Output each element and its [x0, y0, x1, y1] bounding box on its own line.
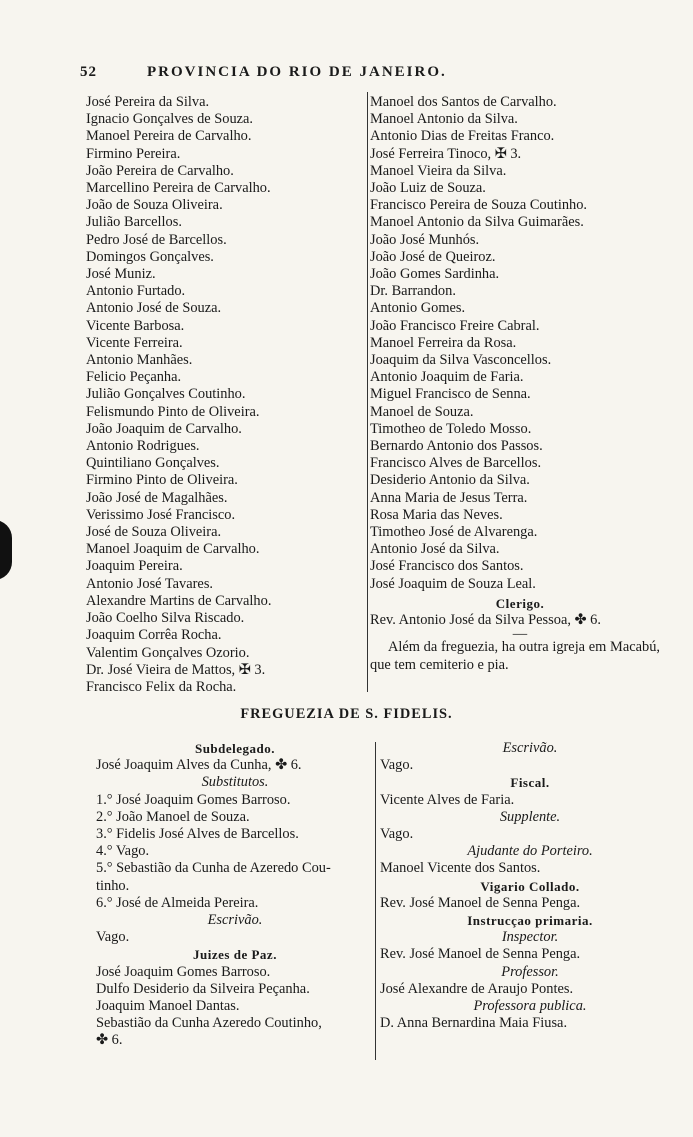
name-entry: Francisco Pereira de Souza Coutinho.: [370, 197, 588, 214]
name-entry: João José de Queiroz.: [370, 248, 496, 265]
name-entry: Manoel Vieira da Silva.: [370, 162, 507, 179]
fiscal-heading: Fiscal.: [510, 775, 550, 791]
clerigo-entry: Rev. Antonio José da Silva Pessoa, ✤ 6.: [370, 612, 601, 629]
escrivao-right: Vago.: [380, 757, 414, 774]
juiz-entry: José Joaquim Gomes Barroso.: [96, 963, 271, 980]
upper-right-column: [370, 94, 670, 674]
name-entry: Manoel Antonio da Silva Guimarães.: [370, 214, 584, 231]
instruccao-heading: Instrucçao primaria.: [467, 913, 593, 929]
name-entry: Anna Maria de Jesus Terra.: [370, 489, 528, 506]
name-entry: Rosa Maria das Neves.: [370, 506, 503, 523]
name-entry: João Coelho Silva Riscado.: [86, 610, 245, 627]
name-entry: Ignacio Gonçalves de Souza.: [86, 111, 254, 128]
substitutos-heading: Substitutos.: [201, 774, 269, 791]
name-entry: José Ferreira Tinoco, ✠ 3.: [370, 145, 522, 162]
clerigo-note: Além da freguezia, ha outra igreja em Macabú, que tem cemiterio e pia.: [370, 639, 660, 673]
name-entry: João Pereira de Carvalho.: [86, 162, 234, 179]
name-entry: Francisco Felix da Rocha.: [86, 678, 237, 695]
professora-heading: Professora publica.: [473, 998, 587, 1015]
name-entry: Timotheo de Toledo Mosso.: [370, 420, 532, 437]
clerigo-heading: Clerigo.: [495, 595, 545, 611]
name-entry: Dr. José Vieira de Mattos, ✠ 3.: [86, 661, 266, 678]
inspector-heading: Inspector.: [501, 929, 559, 946]
name-entry: Vicente Ferreira.: [86, 334, 183, 351]
name-entry: Felismundo Pinto de Oliveira.: [86, 403, 260, 420]
name-entry: Antonio Rodrigues.: [86, 438, 200, 455]
page-title: PROVINCIA DO RIO DE JANEIRO.: [147, 64, 447, 80]
name-entry: Quintiliano Gonçalves.: [86, 455, 220, 472]
juiz-entry: Sebastião da Cunha Azeredo Coutinho,: [96, 1015, 322, 1032]
name-entry: Desiderio Antonio da Silva.: [370, 472, 530, 489]
name-entry: Felicio Peçanha.: [86, 369, 182, 386]
name-entry: Antonio Furtado.: [86, 283, 186, 300]
name-entry: Antonio José Tavares.: [86, 575, 214, 592]
name-entry: Manoel Antonio da Silva.: [370, 111, 518, 128]
name-entry: Verissimo José Francisco.: [86, 506, 236, 523]
escrivao-heading-left: Escrivão.: [207, 912, 263, 929]
name-entry: José Francisco dos Santos.: [370, 558, 524, 575]
substituto-entry: 6.° José de Almeida Pereira.: [96, 894, 259, 911]
name-entry: Manoel de Souza.: [370, 403, 474, 420]
name-entry: Firmino Pinto de Oliveira.: [86, 472, 238, 489]
name-entry: José Muniz.: [86, 266, 156, 283]
name-entry: Alexandre Martins de Carvalho.: [86, 592, 272, 609]
name-entry: Antonio José de Souza.: [86, 300, 222, 317]
name-entry: Firmino Pereira.: [86, 145, 181, 162]
substituto-entry: 1.° José Joaquim Gomes Barroso.: [96, 791, 291, 808]
professor-heading: Professor.: [501, 963, 559, 980]
ajudante-heading: Ajudante do Porteiro.: [467, 843, 593, 860]
name-entry: Antonio Joaquim de Faria.: [370, 369, 524, 386]
substituto-entry: 2.° João Manoel de Souza.: [96, 808, 250, 825]
name-entry: Marcellino Pereira de Carvalho.: [86, 180, 271, 197]
ajudante-name: Manoel Vicente dos Santos.: [380, 860, 541, 877]
name-entry: Francisco Alves de Barcellos.: [370, 455, 542, 472]
name-entry: Manoel Ferreira da Rosa.: [370, 334, 517, 351]
name-entry: Julião Barcellos.: [86, 214, 182, 231]
name-entry: Timotheo José de Alvarenga.: [370, 524, 538, 541]
name-entry: Julião Gonçalves Coutinho.: [86, 386, 246, 403]
name-entry: Manoel Joaquim de Carvalho.: [86, 541, 260, 558]
page-header: [80, 64, 680, 81]
professor-name: José Alexandre de Araujo Pontes.: [380, 980, 574, 997]
name-entry: Manoel Pereira de Carvalho.: [86, 128, 252, 145]
substituto-entry: 4.° Vago.: [96, 843, 150, 860]
name-entry: Bernardo Antonio dos Passos.: [370, 438, 543, 455]
name-entry: Domingos Gonçalves.: [86, 248, 214, 265]
name-entry: João Joaquim de Carvalho.: [86, 420, 242, 437]
name-entry: José Joaquim de Souza Leal.: [370, 575, 536, 592]
name-entry: Pedro José de Barcellos.: [86, 231, 227, 248]
name-entry: Joaquim Corrêa Rocha.: [86, 627, 222, 644]
inspector-name: Rev. José Manoel de Senna Penga.: [380, 946, 581, 963]
name-entry: Vicente Barbosa.: [86, 317, 185, 334]
name-entry: Joaquim da Silva Vasconcellos.: [370, 352, 552, 369]
name-entry: José de Souza Oliveira.: [86, 524, 222, 541]
name-entry: Antonio José da Silva.: [370, 541, 500, 558]
column-divider-lower: [375, 742, 376, 1060]
substituto-entry: tinho.: [96, 877, 130, 894]
name-entry: João José de Magalhães.: [86, 489, 228, 506]
escrivao-heading-right: Escrivão.: [502, 740, 558, 756]
name-entry: João Gomes Sardinha.: [370, 266, 500, 283]
lower-right-column: [380, 740, 680, 1032]
juiz-entry: ✤ 6.: [96, 1032, 123, 1049]
name-entry: João José Munhós.: [370, 231, 480, 248]
name-entry: João Luiz de Souza.: [370, 180, 486, 197]
name-entry: José Pereira da Silva.: [86, 94, 210, 110]
substituto-entry: 5.° Sebastião da Cunha de Azeredo Cou-: [96, 860, 331, 877]
name-entry: Antonio Dias de Freitas Franco.: [370, 128, 555, 145]
escrivao-left: Vago.: [96, 929, 130, 946]
upper-left-column: [86, 94, 366, 696]
name-entry: Dr. Barrandon.: [370, 283, 456, 300]
lower-left-column: [96, 740, 374, 1050]
page-number: 52: [80, 64, 97, 80]
name-entry: Joaquim Pereira.: [86, 558, 183, 575]
supplente-name: Vago.: [380, 826, 414, 843]
name-entry: Antonio Manhães.: [86, 352, 193, 369]
professora-name: D. Anna Bernardina Maia Fiusa.: [380, 1015, 568, 1032]
subdelegado-name: José Joaquim Alves da Cunha, ✤ 6.: [96, 757, 302, 774]
fiscal-name: Vicente Alves de Faria.: [380, 791, 515, 808]
name-entry: João de Souza Oliveira.: [86, 197, 223, 214]
subdelegado-heading: Subdelegado.: [194, 741, 276, 756]
vigario-heading: Vigario Collado.: [480, 878, 580, 894]
supplente-heading: Supplente.: [499, 808, 561, 825]
substituto-entry: 3.° Fidelis José Alves de Barcellos.: [96, 826, 299, 843]
juiz-entry: Joaquim Manoel Dantas.: [96, 998, 240, 1015]
juizes-heading: Juizes de Paz.: [193, 947, 277, 963]
name-entry: Miguel Francisco de Senna.: [370, 386, 531, 403]
vigario-name: Rev. José Manoel de Senna Penga.: [380, 894, 581, 911]
binding-mark: [0, 520, 12, 580]
divider-dash: —: [512, 626, 528, 643]
name-entry: Manoel dos Santos de Carvalho.: [370, 94, 557, 110]
column-divider: [367, 92, 368, 692]
name-entry: Valentim Gonçalves Ozorio.: [86, 644, 250, 661]
name-entry: João Francisco Freire Cabral.: [370, 317, 540, 334]
juiz-entry: Dulfo Desiderio da Silveira Peçanha.: [96, 980, 310, 997]
section-title: FREGUEZIA DE S. FIDELIS.: [240, 706, 453, 722]
name-entry: Antonio Gomes.: [370, 300, 466, 317]
